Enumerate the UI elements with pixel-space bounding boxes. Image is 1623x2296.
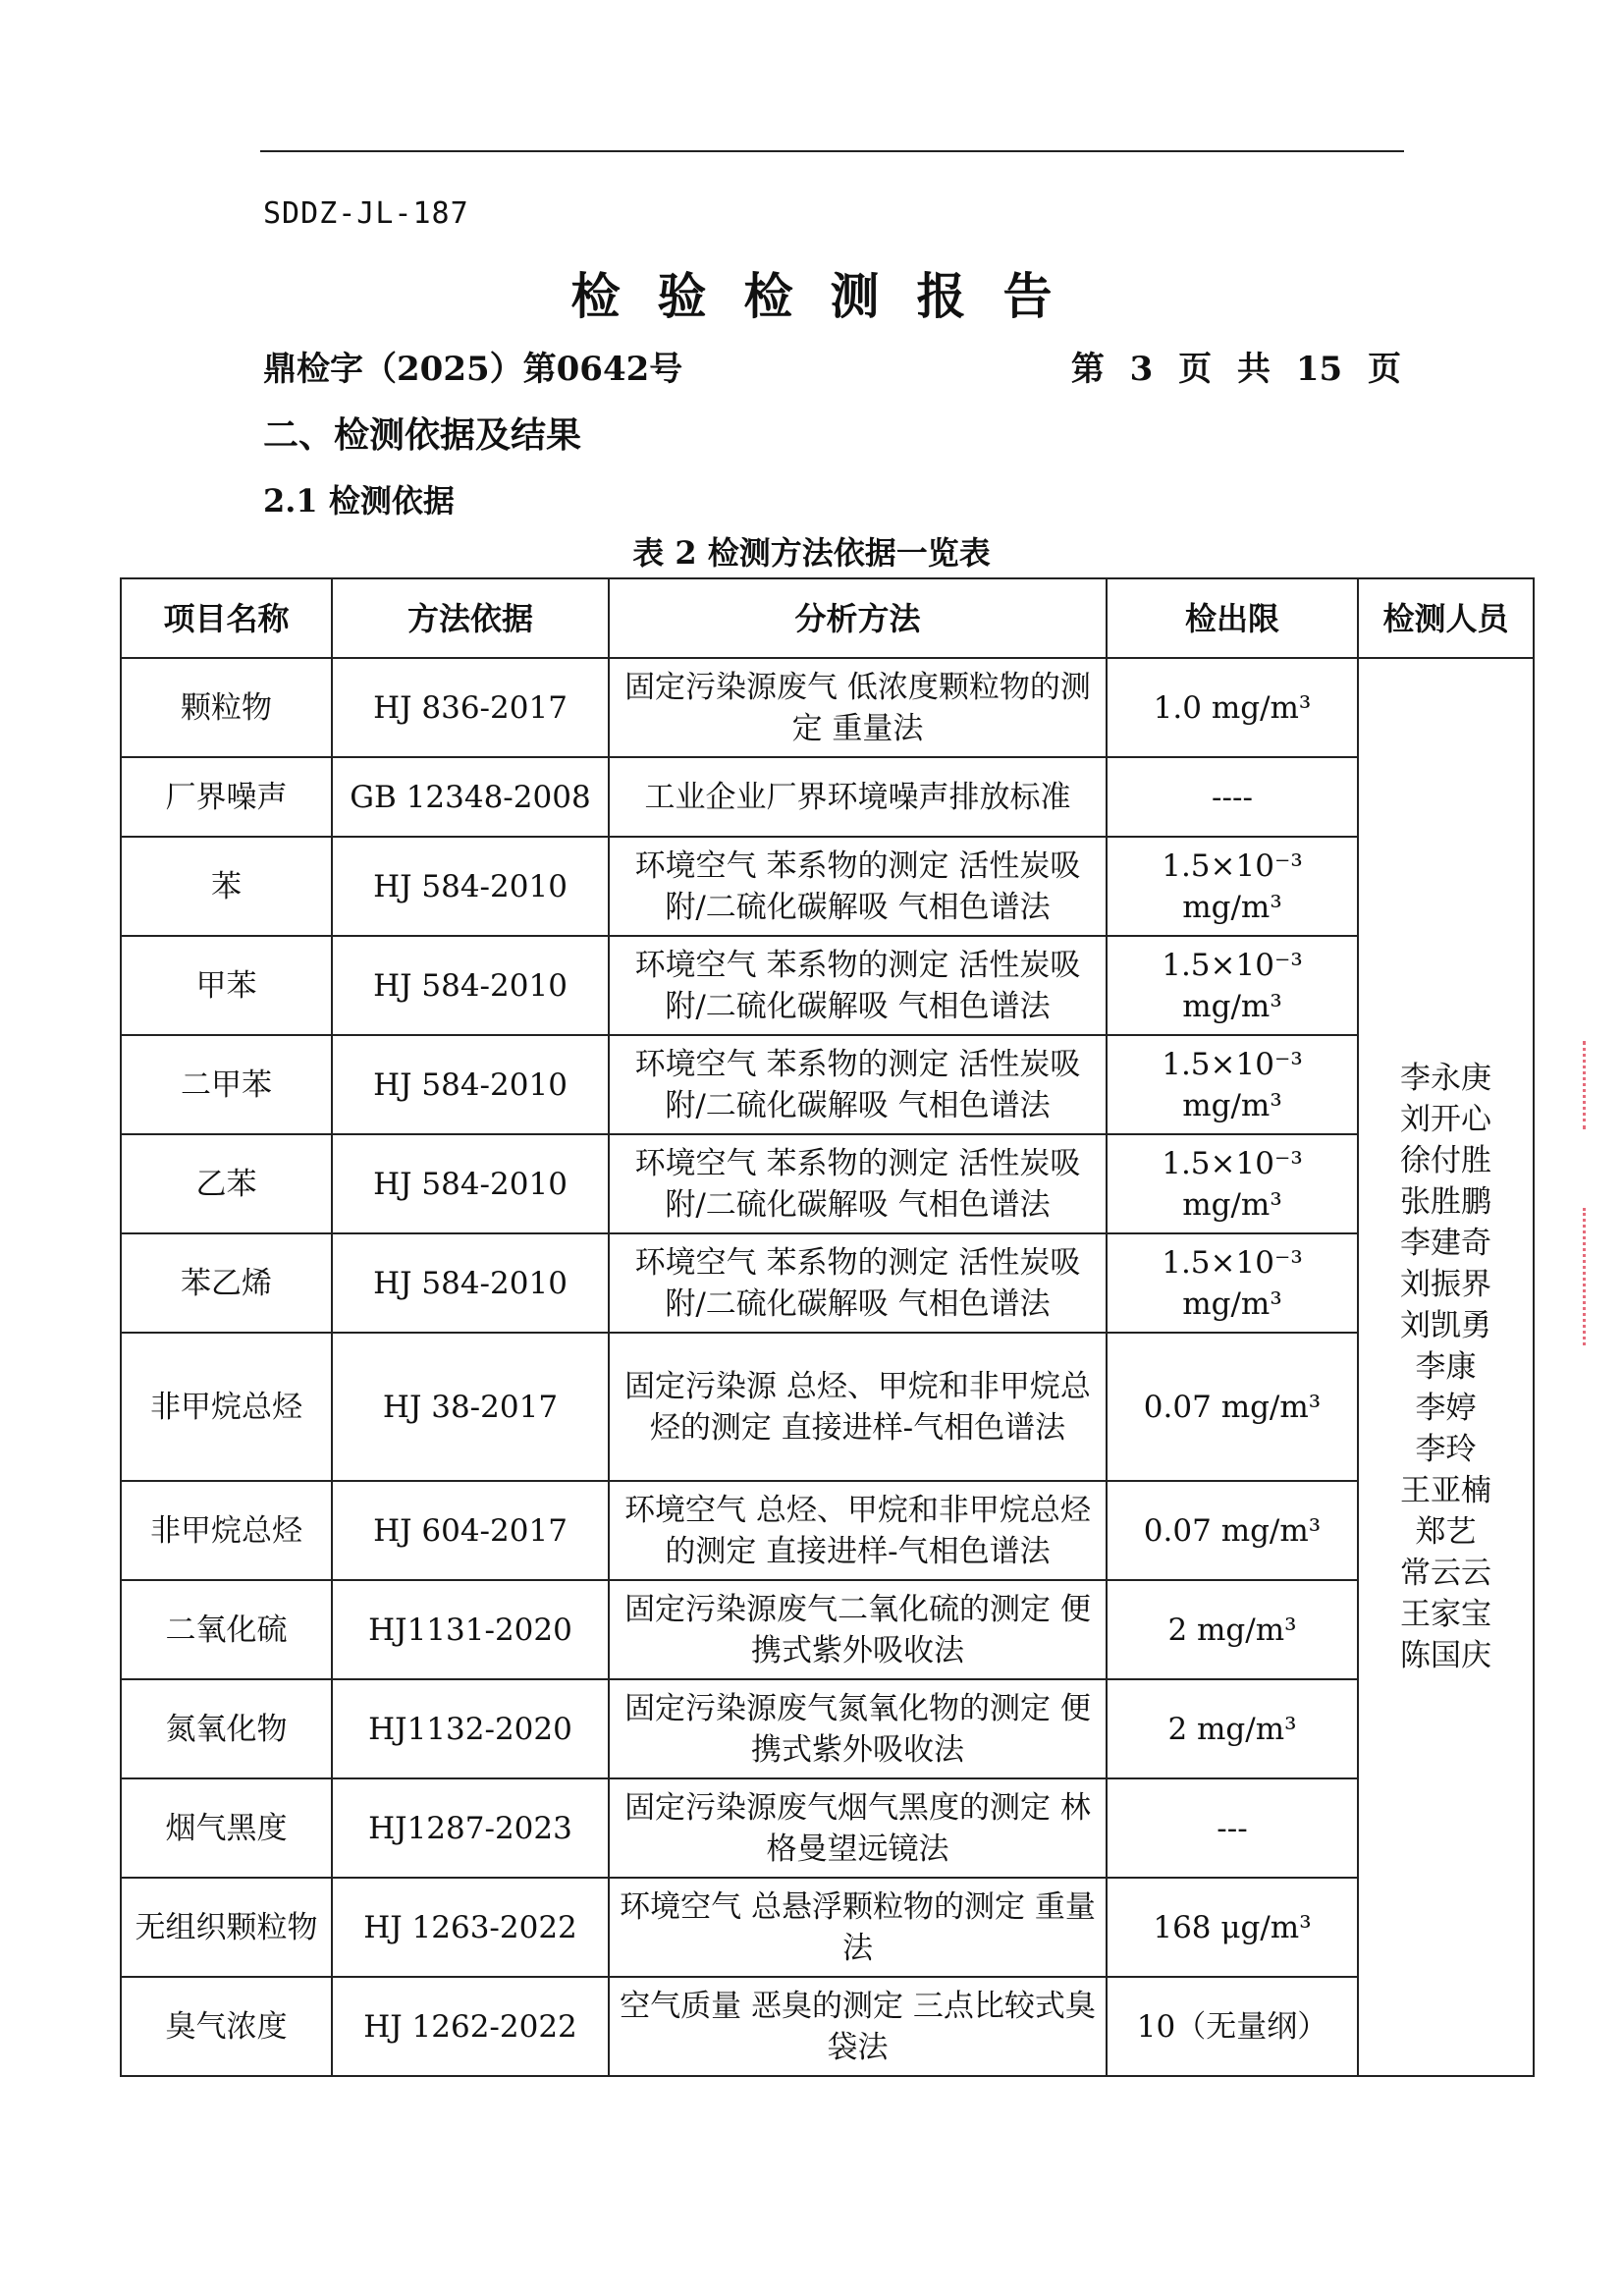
staff-name: 李永庚: [1400, 1061, 1491, 1096]
staff-name: 王家宝: [1400, 1597, 1491, 1632]
cell-method: 固定污染源废气二氧化硫的测定 便携式紫外吸收法: [609, 1580, 1107, 1679]
table-row: [121, 658, 1534, 757]
table-row: [121, 1878, 1534, 1977]
limit-value: 2: [1167, 1612, 1188, 1648]
column-header-limit: 检出限: [1107, 578, 1358, 658]
cell-standard: HJ 584-2010: [332, 936, 609, 1035]
cell-limit: [1107, 936, 1358, 1035]
staff-name: 李建奇: [1400, 1226, 1491, 1261]
report-number: 鼎检字（2025）第0642号: [263, 350, 683, 389]
top-rule: [260, 150, 1404, 152]
limit-value: 1.5×10⁻³: [1162, 1046, 1303, 1082]
staff-name: 常云云: [1400, 1556, 1491, 1591]
cell-method: 环境空气 总悬浮颗粒物的测定 重量法: [609, 1878, 1107, 1977]
margin-seal-mark: [1583, 1208, 1615, 1345]
limit-value: ----: [1212, 779, 1253, 815]
section-heading: 二、检测依据及结果: [263, 414, 582, 456]
staff-name: 王亚楠: [1400, 1473, 1491, 1508]
staff-name: 刘凯勇: [1400, 1308, 1491, 1343]
cell-standard: HJ 584-2010: [332, 1134, 609, 1233]
cell-item: 二甲苯: [121, 1035, 332, 1134]
cell-standard: GB 12348-2008: [332, 757, 609, 837]
cell-limit: [1107, 658, 1358, 757]
cell-item: 二氧化硫: [121, 1580, 332, 1679]
cell-standard: HJ 38-2017: [332, 1333, 609, 1481]
staff-name: 张胜鹏: [1400, 1184, 1491, 1220]
table-row: [121, 837, 1534, 936]
column-header-staff: 检测人员: [1358, 578, 1534, 658]
column-header-method: 分析方法: [609, 578, 1107, 658]
cell-item: 非甲烷总烃: [121, 1333, 332, 1481]
cell-method: 环境空气 苯系物的测定 活性炭吸附/二硫化碳解吸 气相色谱法: [609, 837, 1107, 936]
limit-unit: mg/m³: [1197, 1711, 1297, 1747]
cell-standard: HJ1132-2020: [332, 1679, 609, 1778]
limit-unit: mg/m³: [1220, 1389, 1322, 1425]
limit-unit: mg/m³: [1197, 1612, 1297, 1648]
staff-name: 徐付胜: [1400, 1143, 1491, 1178]
limit-unit: μg/m³: [1220, 1909, 1312, 1945]
cell-item: 无组织颗粒物: [121, 1878, 332, 1977]
table-row: [121, 1580, 1534, 1679]
cell-standard: HJ1131-2020: [332, 1580, 609, 1679]
cell-limit: [1107, 1778, 1358, 1878]
table-header-row: [121, 578, 1534, 658]
cell-item: 苯乙烯: [121, 1233, 332, 1333]
limit-value: 1.5×10⁻³: [1162, 1145, 1303, 1181]
limit-unit: mg/m³: [1211, 689, 1312, 726]
cell-limit: [1107, 757, 1358, 837]
cell-method: 工业企业厂界环境噪声排放标准: [609, 757, 1107, 837]
limit-unit: mg/m³: [1182, 1285, 1282, 1322]
limit-unit: mg/m³: [1182, 1186, 1282, 1223]
limit-value: 2: [1167, 1711, 1188, 1747]
cell-method: 环境空气 苯系物的测定 活性炭吸附/二硫化碳解吸 气相色谱法: [609, 1134, 1107, 1233]
staff-name: 李玲: [1415, 1432, 1477, 1467]
limit-value: 1.0: [1153, 689, 1202, 726]
cell-method: 空气质量 恶臭的测定 三点比较式臭袋法: [609, 1977, 1107, 2076]
cell-method: 环境空气 苯系物的测定 活性炭吸附/二硫化碳解吸 气相色谱法: [609, 936, 1107, 1035]
cell-method: 固定污染源废气 低浓度颗粒物的测定 重量法: [609, 658, 1107, 757]
cell-limit: [1107, 1134, 1358, 1233]
cell-limit: [1107, 1035, 1358, 1134]
limit-value: 1.5×10⁻³: [1162, 947, 1303, 983]
cell-item: 烟气黑度: [121, 1778, 332, 1878]
cell-limit: [1107, 1878, 1358, 1977]
limit-value: 0.07: [1143, 1512, 1212, 1549]
cell-item: 乙苯: [121, 1134, 332, 1233]
cell-staff: [1358, 658, 1534, 2076]
subsection-heading: 2.1 检测依据: [263, 482, 455, 519]
staff-name: 刘开心: [1400, 1102, 1491, 1137]
cell-limit: [1107, 837, 1358, 936]
limit-value: 168: [1153, 1909, 1212, 1945]
cell-standard: HJ 1263-2022: [332, 1878, 609, 1977]
limit-value: 1.5×10⁻³: [1162, 847, 1303, 884]
cell-standard: HJ 1262-2022: [332, 1977, 609, 2076]
cell-method: 固定污染源废气烟气黑度的测定 林格曼望远镜法: [609, 1778, 1107, 1878]
limit-value: 10（无量纲）: [1136, 2008, 1328, 2045]
doc-code: SDDZ-JL-187: [263, 196, 469, 231]
methods-table: [120, 577, 1535, 2077]
table-caption: 表 2 检测方法依据一览表: [632, 534, 991, 572]
staff-name: 李婷: [1415, 1391, 1477, 1426]
table-row: [121, 1679, 1534, 1778]
limit-unit: mg/m³: [1182, 889, 1282, 925]
table-row: [121, 1977, 1534, 2076]
cell-limit: [1107, 1233, 1358, 1333]
cell-standard: HJ 604-2017: [332, 1481, 609, 1580]
cell-standard: HJ 584-2010: [332, 1035, 609, 1134]
margin-seal-mark: [1583, 1041, 1615, 1129]
table-row: [121, 1035, 1534, 1134]
staff-name: 李康: [1415, 1349, 1477, 1385]
column-header-standard: 方法依据: [332, 578, 609, 658]
limit-value: 0.07: [1143, 1389, 1212, 1425]
cell-item: 甲苯: [121, 936, 332, 1035]
table-row: [121, 1481, 1534, 1580]
cell-method: 固定污染源 总烃、甲烷和非甲烷总烃的测定 直接进样-气相色谱法: [609, 1333, 1107, 1481]
cell-item: 非甲烷总烃: [121, 1481, 332, 1580]
cell-limit: [1107, 1580, 1358, 1679]
table-row: [121, 1134, 1534, 1233]
column-header-item: 项目名称: [121, 578, 332, 658]
cell-item: 臭气浓度: [121, 1977, 332, 2076]
table-row: [121, 757, 1534, 837]
cell-item: 苯: [121, 837, 332, 936]
cell-method: 环境空气 苯系物的测定 活性炭吸附/二硫化碳解吸 气相色谱法: [609, 1233, 1107, 1333]
cell-item: 颗粒物: [121, 658, 332, 757]
staff-name: 陈国庆: [1400, 1638, 1491, 1673]
cell-standard: HJ 584-2010: [332, 1233, 609, 1333]
cell-limit: [1107, 1333, 1358, 1481]
cell-limit: [1107, 1481, 1358, 1580]
cell-limit: [1107, 1679, 1358, 1778]
limit-unit: mg/m³: [1182, 988, 1282, 1024]
staff-name: 刘振界: [1400, 1267, 1491, 1302]
cell-method: 环境空气 总烃、甲烷和非甲烷总烃的测定 直接进样-气相色谱法: [609, 1481, 1107, 1580]
page-info: 第 3 页 共 15 页: [1070, 350, 1401, 389]
limit-unit: mg/m³: [1182, 1087, 1282, 1123]
cell-item: 氮氧化物: [121, 1679, 332, 1778]
doc-title: 检验检测报告: [570, 267, 1090, 325]
cell-standard: HJ1287-2023: [332, 1778, 609, 1878]
table-row: [121, 1333, 1534, 1481]
table-row: [121, 1233, 1534, 1333]
table-row: [121, 1778, 1534, 1878]
limit-value: 1.5×10⁻³: [1162, 1244, 1303, 1281]
cell-standard: HJ 836-2017: [332, 658, 609, 757]
cell-standard: HJ 584-2010: [332, 837, 609, 936]
limit-value: ---: [1217, 1810, 1248, 1846]
table-body: [121, 658, 1534, 2076]
table-row: [121, 936, 1534, 1035]
cell-limit: [1107, 1977, 1358, 2076]
cell-method: 环境空气 苯系物的测定 活性炭吸附/二硫化碳解吸 气相色谱法: [609, 1035, 1107, 1134]
cell-item: 厂界噪声: [121, 757, 332, 837]
staff-name: 郑艺: [1415, 1514, 1477, 1550]
cell-method: 固定污染源废气氮氧化物的测定 便携式紫外吸收法: [609, 1679, 1107, 1778]
limit-unit: mg/m³: [1220, 1512, 1322, 1549]
